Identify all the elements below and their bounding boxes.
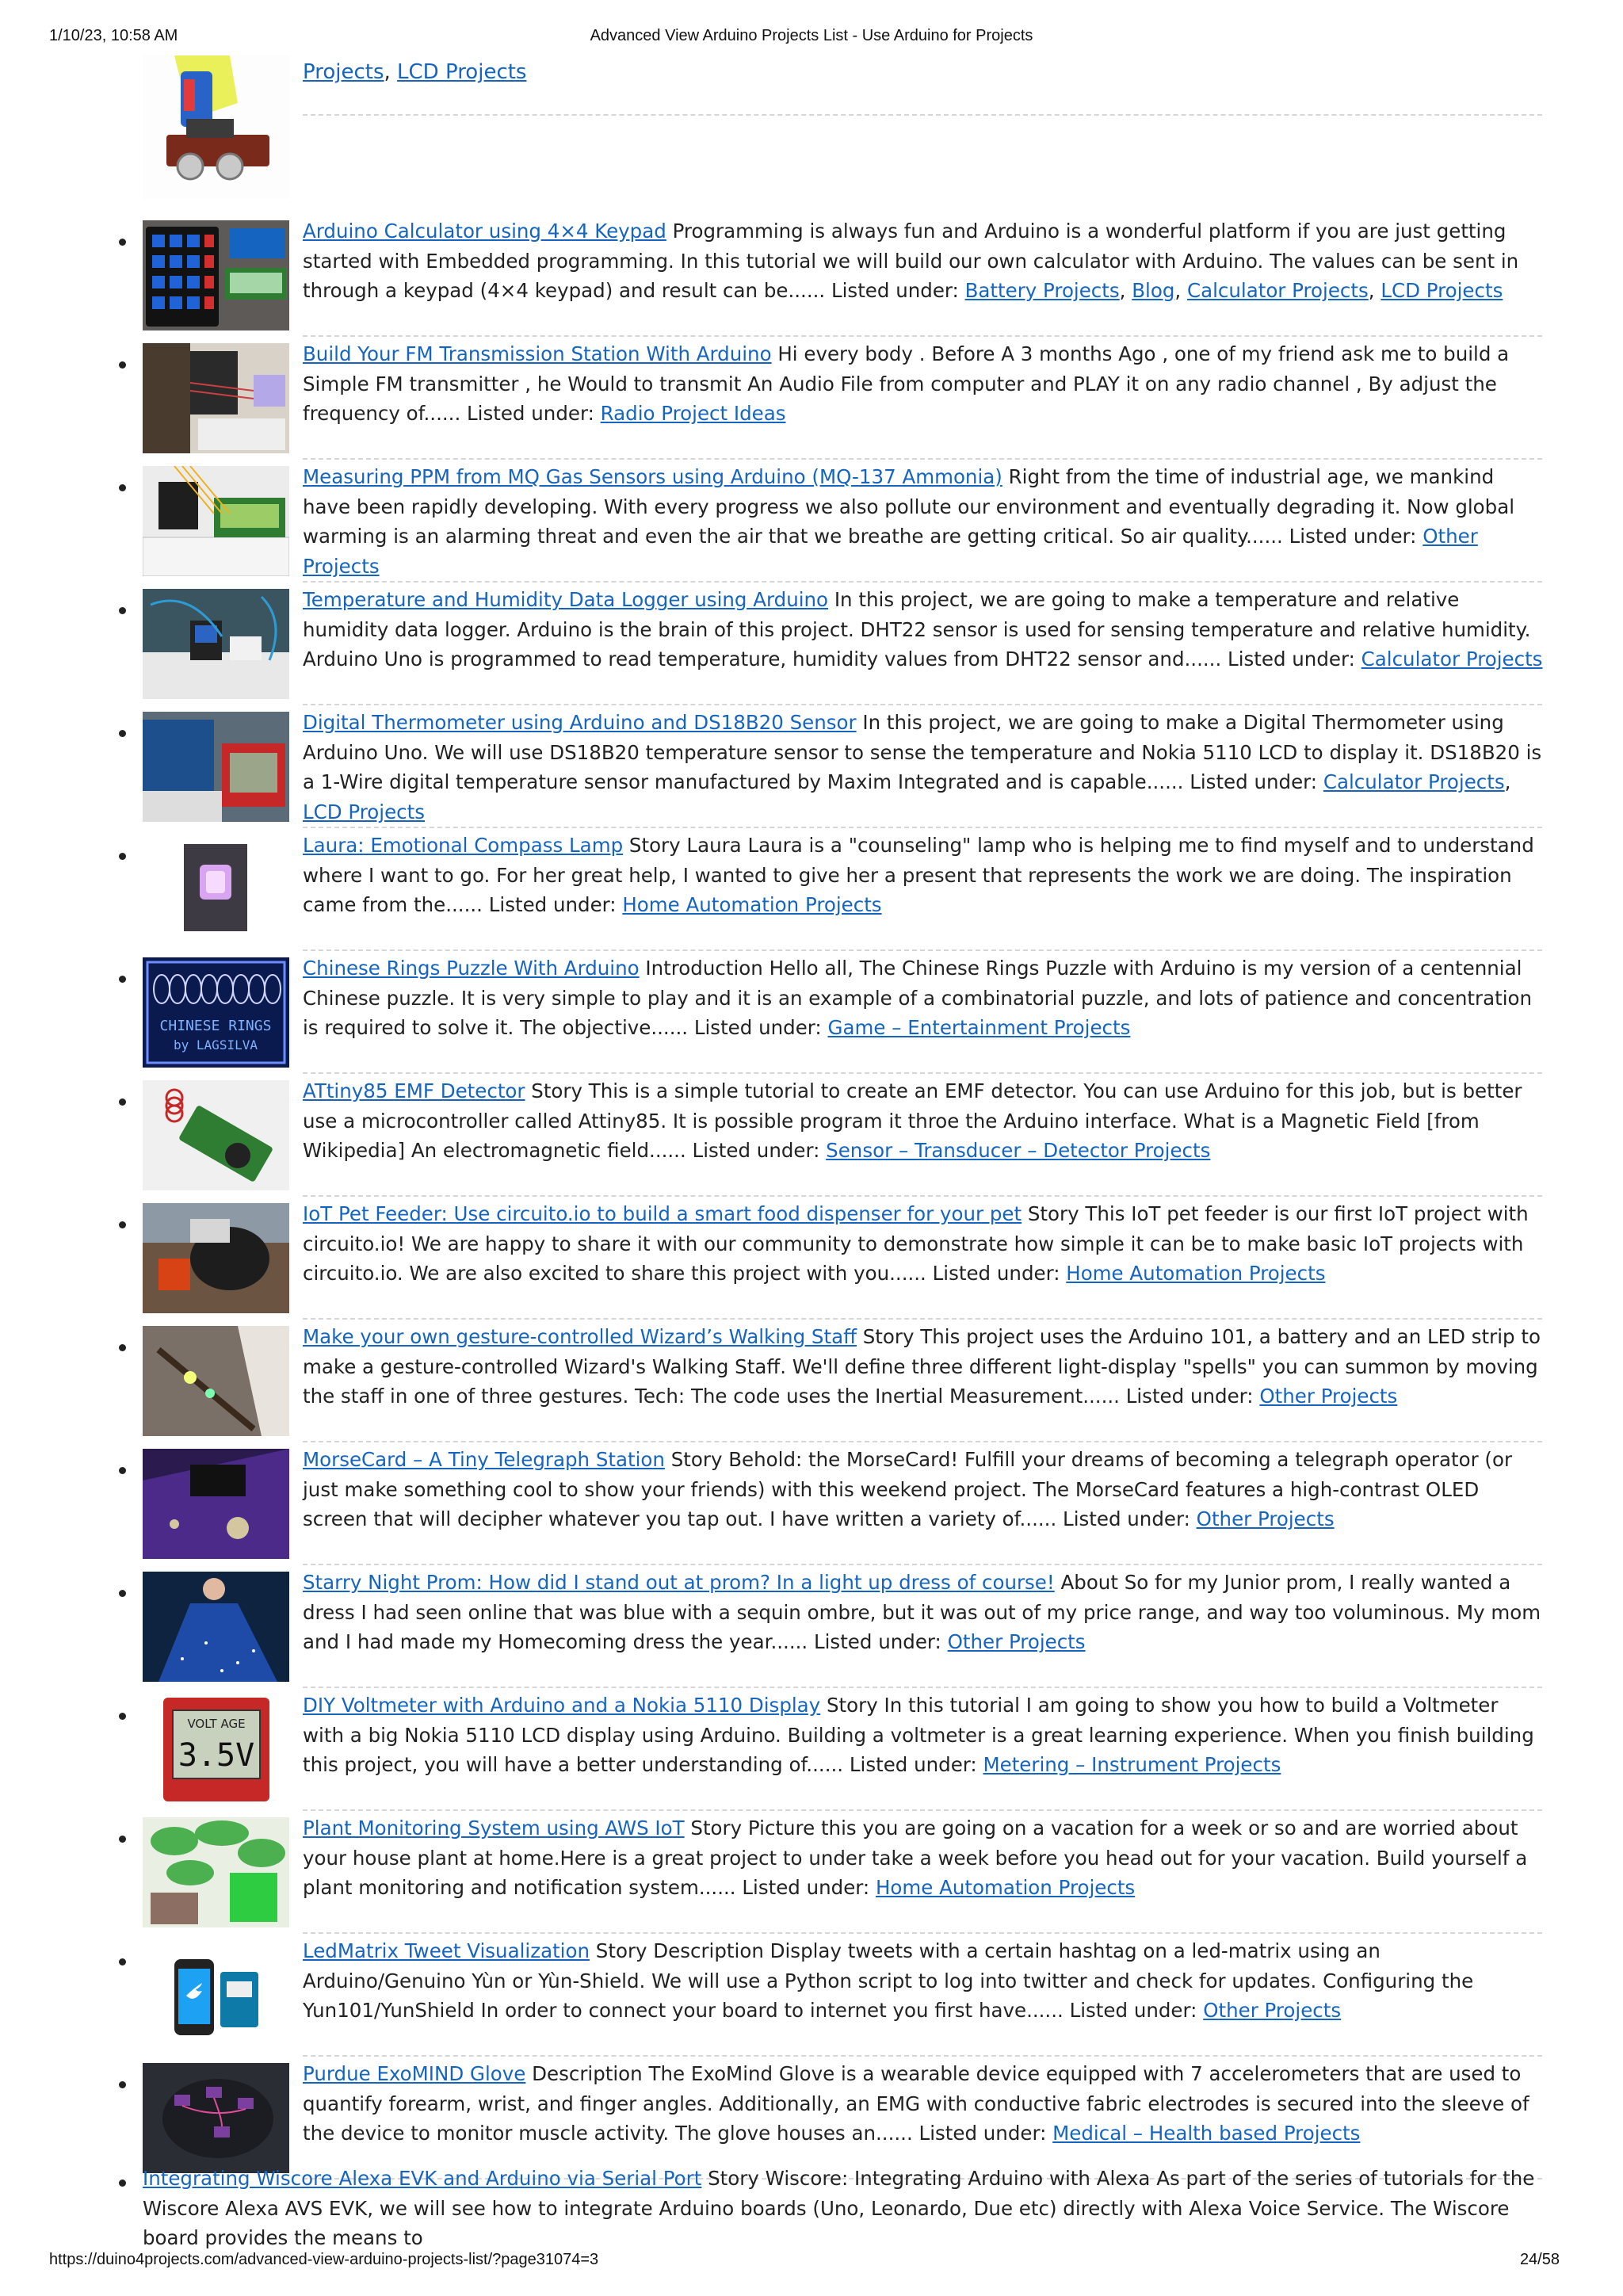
project-description: About So for my Junior prom, I really wanted a dress I had seen online that was blue with a sequin ombre, but it was out of my price range, and way too voluminous. My mom and I had made my Homecoming dress the year...... — [303, 1571, 1541, 1653]
entry-divider — [303, 2055, 1542, 2057]
project-description: Story Description Display tweets with a certain hashtag on a led-matrix using an Arduino/Genuino Yùn or Yùn-Shield. We will use a Python script to log into twitter and check for updates. Configuring the Yun101/YunShield In order to connect your board to internet you first have...... — [303, 1939, 1474, 2022]
project-thumbnail[interactable] — [143, 220, 289, 330]
project-thumbnail[interactable] — [143, 1572, 289, 1682]
project-title-link[interactable]: Temperature and Humidity Data Logger using Arduino — [303, 588, 829, 611]
category-link[interactable]: Other Projects — [947, 1630, 1086, 1653]
project-title-link[interactable]: Integrating Wiscore Alexa EVK and Arduino via Serial Port — [143, 2167, 702, 2190]
print-footer — [0, 2251, 1623, 2283]
entry-divider — [303, 458, 1542, 460]
print-datetime: 1/10/23, 10:58 AM — [49, 27, 178, 44]
print-page-url: https://duino4projects.com/advanced-view-arduino-projects-list/?page31074=3 — [49, 2251, 599, 2268]
category-separator: , — [384, 60, 398, 84]
project-summary — [303, 462, 1544, 581]
project-title-link[interactable]: Digital Thermometer using Arduino and DS18B20 Sensor — [303, 711, 857, 734]
category-link[interactable]: Other Projects — [1196, 1507, 1335, 1530]
project-summary: Digital Thermometer using Arduino and DS18B20 Sensor In this project, we are going to make a Digital Thermometer using Arduino Uno. We will use DS18B20 temperature sensor to sense the temperature and Nokia 5110 LCD to display it. DS18B20 is a 1-Wire digital temperature sensor manufactured by Maxim Integrated and is capable...... Listed under: Calculator Projects, LCD Projects — [303, 711, 1542, 823]
project-title-link[interactable]: Arduino Calculator using 4×4 Keypad — [303, 220, 666, 243]
project-summary — [303, 953, 1544, 1043]
listed-under-label: Listed under: — [1056, 1507, 1197, 1530]
project-description: In this project, we are going to make a Digital Thermometer using Arduino Uno. We will use DS18B20 temperature sensor to sense the temperature and Nokia 5110 LCD to display it. DS18B20 is a 1-Wire digital temperature sensor manufactured by Maxim Integrated and is capable...... — [303, 711, 1542, 793]
voltmeter-label-text: VOLT AGE — [187, 1717, 246, 1731]
project-title-link[interactable]: Measuring PPM from MQ Gas Sensors using Arduino (MQ-137 Ammonia) — [303, 465, 1002, 488]
category-link[interactable]: LCD Projects — [397, 60, 527, 84]
project-thumbnail[interactable] — [143, 712, 289, 822]
listed-under-label: Listed under: — [735, 1876, 876, 1899]
project-description: Hi every body . Before A 3 months Ago , one of my friend ask me to build a Simple FM transmitter , he Would to transmit An Audio File from computer and PLAY it on any radio channel , By adjust the frequency of...... — [303, 342, 1510, 425]
category-link[interactable]: Other Projects — [1259, 1385, 1398, 1408]
list-item — [143, 220, 1542, 330]
project-thumbnail[interactable] — [143, 589, 289, 699]
project-thumbnail[interactable] — [143, 1203, 289, 1313]
entry-divider — [303, 1564, 1542, 1565]
project-title-link[interactable]: Laura: Emotional Compass Lamp — [303, 834, 624, 857]
project-summary — [303, 1445, 1544, 1534]
list-item — [143, 466, 1542, 576]
list-item — [143, 1326, 1542, 1436]
project-title-link[interactable]: Purdue ExoMIND Glove — [303, 2062, 526, 2085]
listed-under-label: Listed under: — [912, 2122, 1053, 2145]
project-description: Story This project uses the Arduino 101, a battery and an LED strip to make a gesture-controlled Wizard's Walking Staff. We'll define three different light-display "spells" you can summon by moving the staff in one of three gestures. Tech: The code uses the Inertial Measurement...... — [303, 1325, 1541, 1408]
project-thumbnail[interactable] — [143, 2063, 289, 2173]
project-summary — [303, 831, 1544, 920]
project-summary — [303, 339, 1544, 429]
print-page-number: 24/58 — [1519, 2251, 1560, 2268]
entry-divider — [303, 1932, 1542, 1934]
listed-under-label: Listed under: — [1119, 1385, 1260, 1408]
project-title-link[interactable]: Plant Monitoring System using AWS IoT — [303, 1817, 685, 1839]
listed-under-label: Listed under: — [825, 279, 965, 302]
entry-divider — [303, 114, 1542, 116]
listed-under-label: Listed under: — [808, 1630, 948, 1653]
list-item — [143, 1572, 1542, 1682]
entry-divider — [303, 1072, 1542, 1074]
listed-under-label: Listed under: — [1063, 1999, 1204, 2022]
project-summary — [303, 1076, 1544, 1166]
category-link[interactable]: Projects — [303, 60, 384, 84]
project-thumbnail[interactable] — [143, 1817, 289, 1927]
category-link[interactable]: Radio Project Ideas — [600, 402, 786, 425]
project-summary — [303, 1936, 1544, 2026]
list-item — [143, 957, 1542, 1068]
project-title-link[interactable]: Make your own gesture-controlled Wizard’s Walking Staff — [303, 1325, 857, 1348]
project-description: Right from the time of industrial age, we mankind have been rapidly developing. With every progress we also pollute our environment and eventually degrading it. Now global warming is an alarming threat and even the air that we breathe are getting critical. So air quality...... — [303, 465, 1515, 548]
list-item — [143, 1817, 1542, 1927]
category-link[interactable]: Other Projects — [1203, 1999, 1342, 2022]
partial-entry-categories — [303, 57, 526, 87]
project-title-link[interactable]: IoT Pet Feeder: Use circuito.io to build a smart food dispenser for your pet — [303, 1202, 1022, 1225]
category-link[interactable]: Blog — [1132, 279, 1175, 302]
project-title-link[interactable]: MorseCard – A Tiny Telegraph Station — [303, 1448, 665, 1471]
project-title-link[interactable]: Starry Night Prom: How did I stand out at prom? In a light up dress of course! — [303, 1571, 1055, 1594]
entry-divider — [303, 335, 1542, 337]
project-description: Introduction Hello all, The Chinese Rings Puzzle with Arduino is my version of a centennial Chinese puzzle. It is very simple to play and it is an example of a combinatorial puzzle, and lots of patience and concentration is required to solve it. The objective...... — [303, 957, 1533, 1039]
entry-divider — [303, 949, 1542, 951]
listed-under-label: Listed under: — [688, 1016, 828, 1039]
category-link[interactable]: Medical – Health based Projects — [1052, 2122, 1361, 2145]
listed-under-label: Listed under: — [1221, 648, 1361, 670]
category-link[interactable]: Home Automation Projects — [875, 1876, 1136, 1899]
chinese-rings-author-text: by LAGSILVA — [174, 1037, 258, 1052]
entry-divider — [303, 1687, 1542, 1688]
entry-divider — [303, 704, 1542, 705]
listed-under-label: Listed under: — [685, 1139, 827, 1162]
partial-project-entry — [143, 55, 1542, 198]
list-item — [143, 1694, 1542, 1805]
project-description: Story Wiscore: Integrating Arduino with Alexa As part of the series of tutorials for the Wiscore Alexa AVS EVK, we will see how to integrate Arduino boards (Uno, Leonardo, Due etc) directly with Alexa Voice Service. The Wiscore board provides the means to — [143, 2167, 1535, 2249]
project-thumbnail[interactable] — [143, 1326, 289, 1436]
project-thumbnail[interactable] — [143, 466, 289, 576]
list-item — [143, 343, 1542, 453]
project-description: Story This IoT pet feeder is our first IoT project with circuito.io! We are happy to share it with our community to demonstrate how simple it can be to make basic IoT projects with circuito.io. We are also excited to share this project with you...... — [303, 1202, 1529, 1285]
category-link[interactable]: Calculator Projects — [1361, 648, 1543, 670]
project-description: Story Picture this you are going on a vacation for a week or so and are worried about your house plant at home.Here is a great project to under take a week before you head out for your vacation. Build yourself a plant monitoring and notification system...... — [303, 1817, 1528, 1899]
project-thumbnail[interactable] — [143, 1449, 289, 1559]
project-summary — [143, 2164, 1542, 2253]
project-thumbnail[interactable] — [143, 1080, 289, 1190]
print-page-title: Advanced View Arduino Projects List - Use Arduino for Projects — [590, 27, 1033, 44]
project-list — [143, 208, 1542, 2173]
project-summary — [303, 1690, 1544, 1780]
list-item — [143, 589, 1542, 699]
entry-divider — [303, 581, 1542, 583]
project-description: Story Behold: the MorseCard! Fulfill your dreams of becoming a telegraph operator (or just make something cool to show your friends) with this weekend project. The MorseCard features a high-contrast OLED screen that will decipher whatever you tap out. I have written a variety of...... — [303, 1448, 1513, 1530]
category-link[interactable]: Calculator Projects — [1323, 770, 1505, 793]
listed-under-label: Listed under: — [1282, 525, 1423, 548]
chinese-rings-title-text: CHINESE RINGS — [159, 1018, 272, 1034]
listed-under-label: Listed under: — [460, 402, 601, 425]
listed-under-label: Listed under: — [843, 1753, 983, 1776]
project-description: Story Laura Laura is a "counseling" lamp who is helping me to find myself and to understand where I want to go. For her great help, I wanted to give her a present that represents the work we are doing. The inspiration came from the...... — [303, 834, 1534, 916]
project-summary — [303, 585, 1544, 674]
project-summary — [303, 1813, 1544, 1903]
project-summary — [303, 1199, 1544, 1289]
list-item — [143, 1080, 1542, 1190]
category-link[interactable]: Sensor – Transducer – Detector Projects — [826, 1139, 1211, 1162]
thumbnail-ultrasonic-project — [143, 55, 289, 198]
list-item — [143, 1940, 1542, 2050]
project-summary — [303, 2059, 1544, 2149]
project-thumbnail[interactable] — [143, 835, 289, 945]
project-summary: Arduino Calculator using 4×4 Keypad Programming is always fun and Arduino is a wonderful platform if you are just getting started with Embedded programming. In this tutorial we will build our own calculator with Arduino. The values can be sent in through a keypad (4×4 keypad) and result can be...... Listed under: Battery Projects, Blog, Calculator Projects, LCD Projects — [303, 220, 1519, 302]
list-item — [143, 1203, 1542, 1313]
listed-under-label: Listed under: — [926, 1262, 1067, 1285]
project-title-link[interactable]: DIY Voltmeter with Arduino and a Nokia 5110 Display — [303, 1694, 821, 1717]
voltmeter-value-text: 3.5V — [178, 1737, 255, 1774]
entry-divider — [303, 1809, 1542, 1811]
entry-divider — [303, 827, 1542, 828]
listed-under-label: Listed under: — [482, 893, 623, 916]
project-description: In this project, we are going to make a temperature and relative humidity data logger. Arduino is the brain of this project. DHT22 sensor is used for sensing temperature and relative humidity. Arduino Uno is programmed to read temperature, humidity values from DHT22 sensor and...... — [303, 588, 1531, 670]
project-thumbnail[interactable] — [143, 343, 289, 453]
category-link[interactable]: Calculator Projects — [1186, 279, 1369, 302]
project-summary — [303, 1568, 1544, 1657]
project-title-link[interactable]: Build Your FM Transmission Station With Arduino — [303, 342, 772, 365]
list-item — [143, 835, 1542, 945]
category-link[interactable]: Home Automation Projects — [622, 893, 882, 916]
entry-divider — [303, 1195, 1542, 1197]
project-description: Description The ExoMind Glove is a wearable device equipped with 7 accelerometers that are used to quantify forearm, wrist, and finger angles. Additionally, an EMG with conductive fabric electrodes is secured into the sleeve of the device to monitor muscle activity. The glove houses an...... — [303, 2062, 1529, 2145]
project-description: Story In this tutorial I am going to show you how to build a Voltmeter with a big Nokia 5110 LCD display using Arduino. Building a voltmeter is a great learning experience. When you finish building this project, you will have a better understanding of...... — [303, 1694, 1534, 1776]
category-link[interactable]: Home Automation Projects — [1066, 1262, 1326, 1285]
category-link[interactable]: Battery Projects — [964, 279, 1120, 302]
project-title-link[interactable]: LedMatrix Tweet Visualization — [303, 1939, 590, 1962]
project-thumbnail[interactable] — [143, 1940, 289, 2050]
list-item — [143, 712, 1542, 822]
project-title-link[interactable]: Chinese Rings Puzzle With Arduino — [303, 957, 640, 980]
list-item — [143, 2063, 1542, 2173]
entry-divider — [303, 1441, 1542, 1442]
category-link[interactable]: LCD Projects — [1381, 279, 1503, 302]
project-thumbnail[interactable] — [143, 1694, 289, 1805]
category-link[interactable]: Metering – Instrument Projects — [983, 1753, 1281, 1776]
category-link[interactable]: LCD Projects — [303, 800, 425, 823]
category-link[interactable]: Other Projects — [303, 525, 1478, 578]
listed-under-label: Listed under: — [1183, 770, 1323, 793]
category-link[interactable]: Game – Entertainment Projects — [827, 1016, 1131, 1039]
project-description: Story This is a simple tutorial to create an EMF detector. You can use Arduino for this job, but is better use a microcontroller called Attiny85. It is possible program it throe the Arduino interface. What is a Magnetic Field [from Wikipedia] An electromagnetic field...... — [303, 1079, 1522, 1162]
project-description: Programming is always fun and Arduino is a wonderful platform if you are just getting started with Embedded programming. In this tutorial we will build our own calculator with Arduino. The values can be sent in through a keypad (4×4 keypad) and result can be...... — [303, 220, 1519, 302]
project-summary — [303, 1322, 1544, 1412]
project-title-link[interactable]: ATtiny85 EMF Detector — [303, 1079, 525, 1102]
entry-divider — [303, 1318, 1542, 1320]
list-item — [143, 1449, 1542, 1559]
project-thumbnail[interactable] — [143, 957, 289, 1068]
